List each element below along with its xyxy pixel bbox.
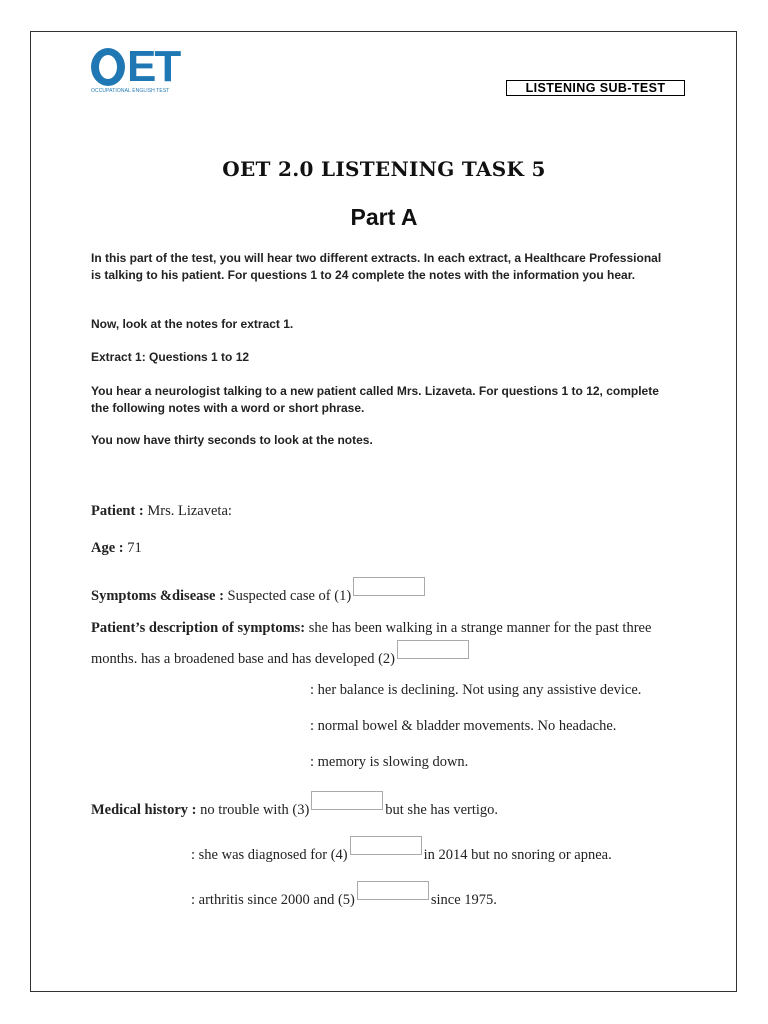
history2-text-a: : she was diagnosed for (4) xyxy=(191,847,348,863)
answer-box-1[interactable] xyxy=(353,577,425,596)
answer-box-5[interactable] xyxy=(357,881,429,900)
history-row-2 xyxy=(191,836,612,864)
history-label: Medical history : xyxy=(91,802,197,818)
patient-row xyxy=(91,503,232,520)
subtest-label: LISTENING SUB-TEST xyxy=(506,80,685,96)
description-text-1: she has been walking in a strange manner for the past three xyxy=(308,620,652,636)
age-row xyxy=(91,540,142,557)
symptoms-row xyxy=(91,577,427,605)
logo-o-icon xyxy=(91,48,125,86)
history-text-a: no trouble with (3) xyxy=(200,802,310,818)
instruction-scenario: You hear a neurologist talking to a new patient called Mrs. Lizaveta. For questions 1 to 12, complete the following notes with a word or short phrase. xyxy=(91,384,659,415)
instruction-intro: In this part of the test, you will hear two different extracts. In each extract, a Healthcare Professional is talking to his patient. For questions 1 to 24 complete the notes with the information you hear. xyxy=(91,251,662,282)
patient-value: Mrs. Lizaveta: xyxy=(147,503,232,519)
page-title: OET 2.0 LISTENING TASK 5 xyxy=(222,157,546,181)
age-value: 71 xyxy=(127,540,142,556)
history-row xyxy=(91,791,498,819)
patient-label: Patient : xyxy=(91,503,144,519)
history3-text-b: since 1975. xyxy=(430,892,497,908)
description-text-2: months. has a broadened base and has developed (2) xyxy=(91,651,395,667)
symptoms-label: Symptoms &disease : xyxy=(91,588,224,604)
logo-letters: ET xyxy=(127,42,180,91)
age-label: Age : xyxy=(91,540,124,556)
description-line-5: : memory is slowing down. xyxy=(310,754,469,770)
instruction-look: Now, look at the notes for extract 1. xyxy=(91,317,294,331)
description-line-4: : normal bowel & bladder movements. No headache. xyxy=(310,718,617,734)
instruction-time: You now have thirty seconds to look at the notes. xyxy=(91,433,373,447)
logo-subtitle: OCCUPATIONAL ENGLISH TEST xyxy=(91,88,170,94)
description-label: Patient’s description of symptoms: xyxy=(91,620,306,636)
instruction-extract: Extract 1: Questions 1 to 12 xyxy=(91,350,250,364)
answer-box-4[interactable] xyxy=(350,836,422,855)
description-row-2 xyxy=(91,640,471,668)
oet-logo xyxy=(91,42,191,97)
part-heading: Part A xyxy=(350,204,418,230)
answer-box-3[interactable] xyxy=(311,791,383,810)
history3-text-a: : arthritis since 2000 and (5) xyxy=(191,892,355,908)
description-row xyxy=(91,620,651,637)
history2-text-b: in 2014 but no snoring or apnea. xyxy=(423,847,612,863)
symptoms-text: Suspected case of (1) xyxy=(227,588,352,604)
answer-box-2[interactable] xyxy=(397,640,469,659)
history-text-b: but she has vertigo. xyxy=(385,802,499,818)
description-line-3: : her balance is declining. Not using any assistive device. xyxy=(310,682,642,698)
history-row-3 xyxy=(191,881,497,909)
